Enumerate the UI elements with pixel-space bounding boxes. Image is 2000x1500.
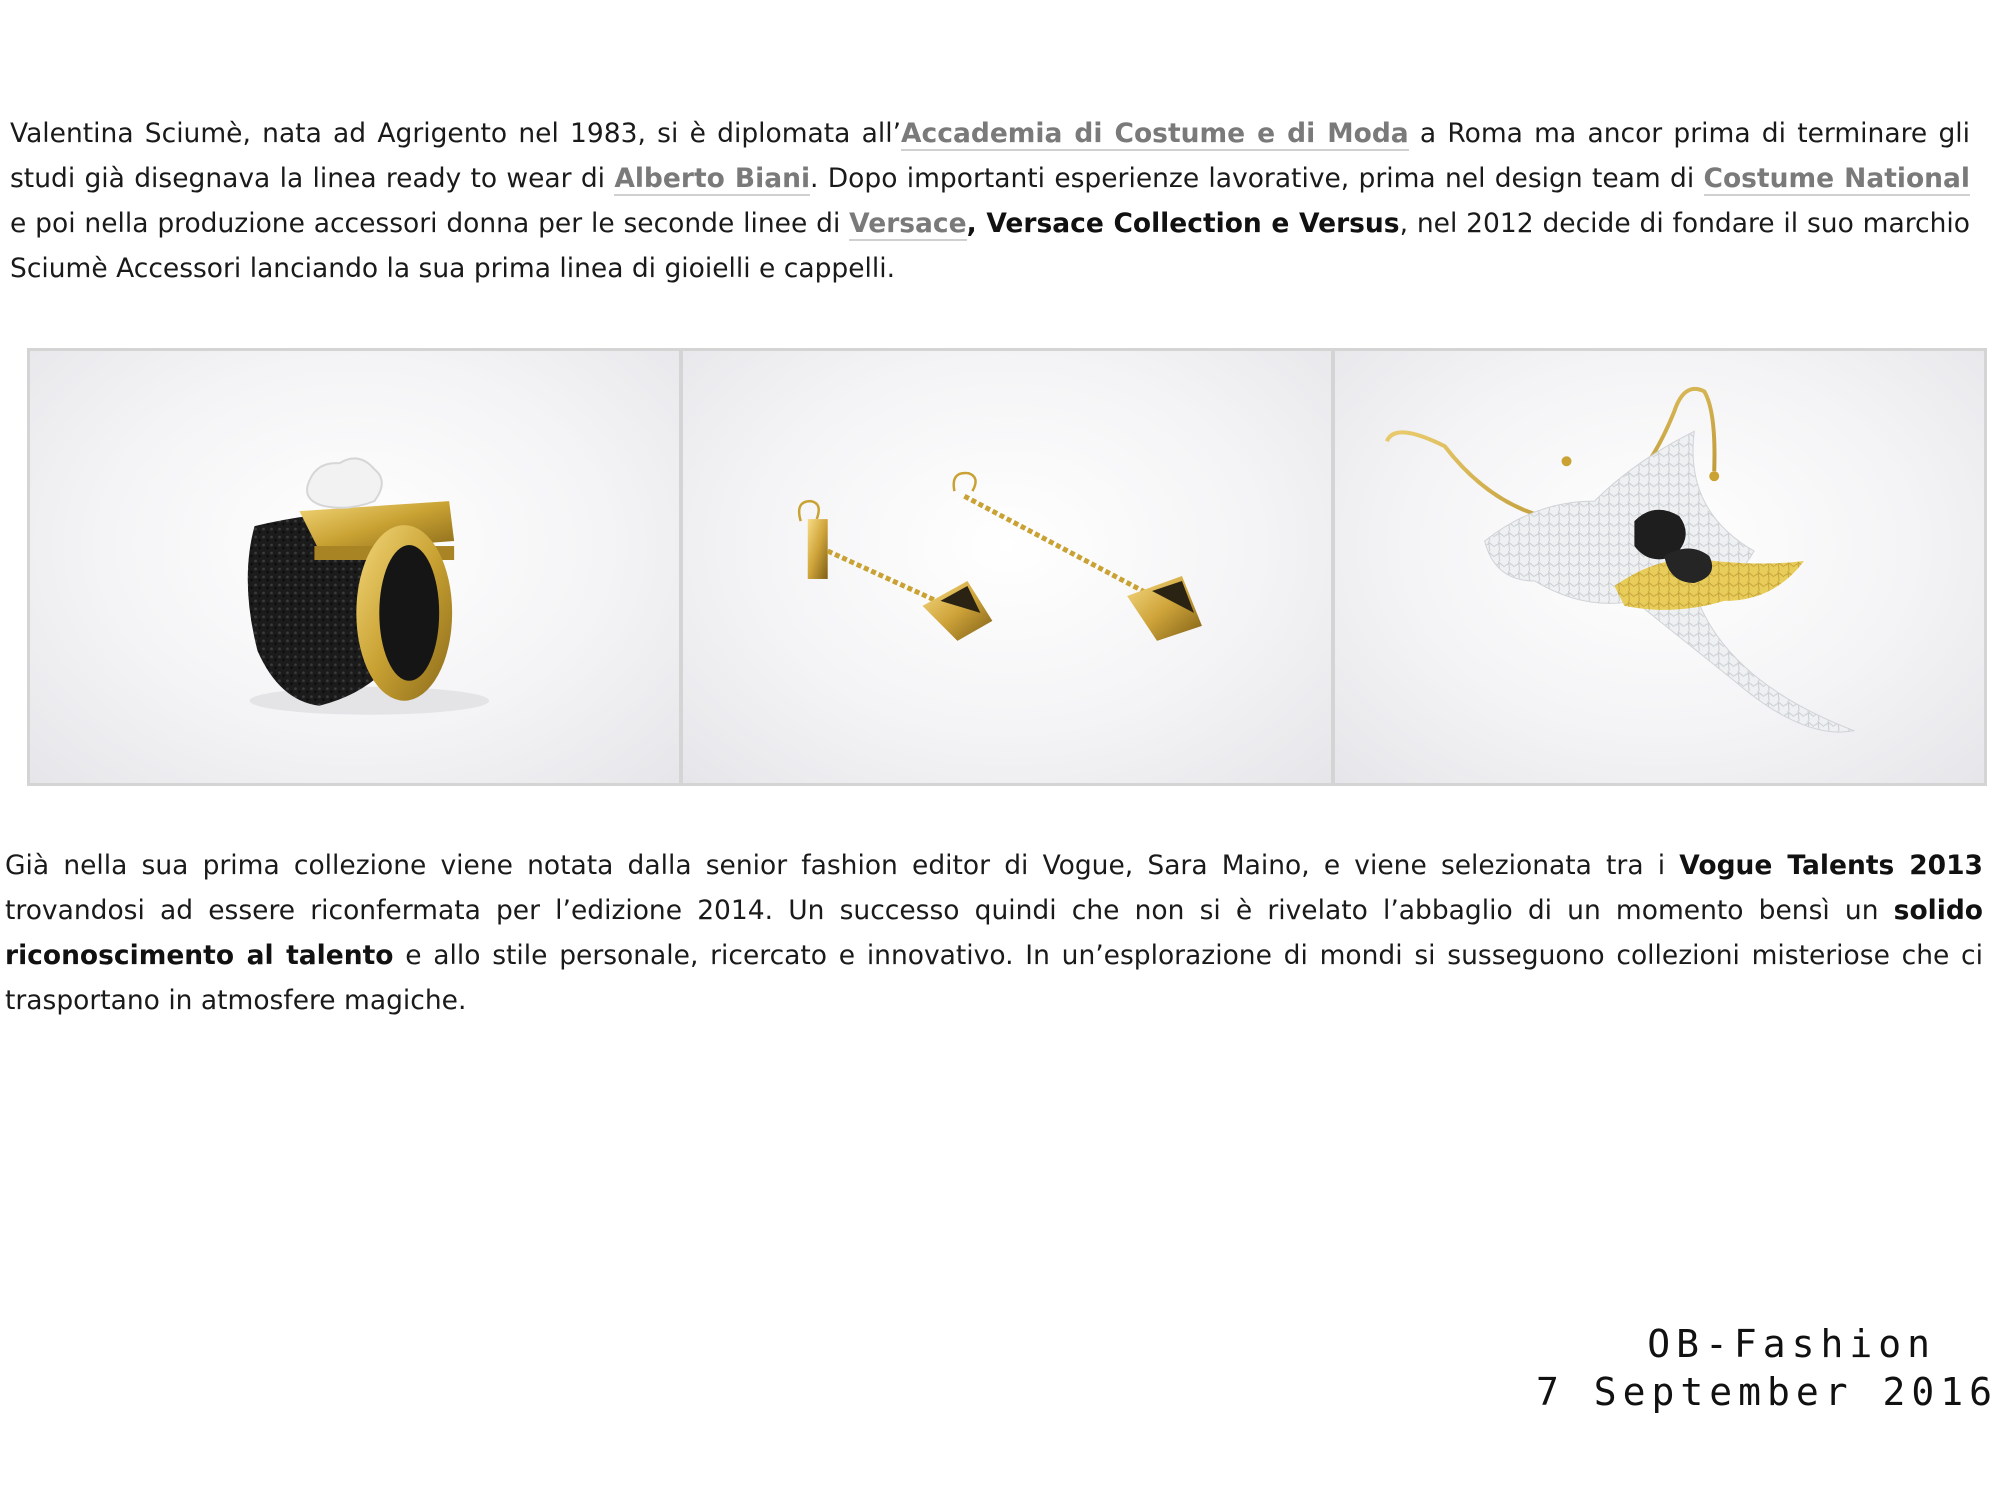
intro-text-2: a Roma ma ancor prima di terminare gli studi già disegnava la linea ready to wear di (10, 118, 1970, 194)
bold-solido-riconoscimento: solido riconoscimento al talento (5, 895, 1983, 971)
bold-versace-lines: , Versace Collection e Versus (966, 208, 1400, 239)
link-accademia[interactable]: Accademia di Costume e di Moda (901, 118, 1409, 149)
bold-vogue-talents: Vogue Talents 2013 (1679, 850, 1983, 881)
ring-illustration (30, 351, 679, 783)
earrings-illustration (683, 351, 1332, 783)
intro-text-5: , nel 2012 decide di fondare il suo marchio Sciumè Accessori lanciando la sua prima linea di gioielli e cappelli. (10, 208, 1970, 284)
career-text-2: trovandosi ad essere riconfermata per l’edizione 2014. Un successo quindi che non si è rivelato l’abbaglio di un momento bensì un (5, 895, 1894, 926)
earrings-photo[interactable] (683, 351, 1332, 783)
link-costume-national[interactable]: Costume National (1703, 163, 1971, 194)
footer-credit (1536, 1320, 1998, 1416)
necklace-photo[interactable] (1335, 351, 1984, 783)
photo-gallery (27, 348, 1987, 786)
link-alberto-biani[interactable]: Alberto Biani (614, 163, 811, 194)
source-name: OB-Fashion (1647, 1322, 1936, 1366)
intro-paragraph (10, 111, 1970, 291)
career-paragraph (5, 843, 1983, 1023)
ring-photo[interactable] (30, 351, 679, 783)
intro-text-4: e poi nella produzione accessori donna per le seconde linee di (10, 208, 850, 239)
necklace-illustration (1335, 351, 1984, 783)
intro-text-3: . Dopo importanti esperienze lavorative, prima nel design team di (810, 163, 1704, 194)
career-text-1: Già nella sua prima collezione viene notata dalla senior fashion editor di Vogue, Sara Maino, e viene selezionata tra i (5, 850, 1680, 881)
career-text-3: e allo stile personale, ricercato e innovativo. In un’esplorazione di mondi si susseguono collezioni misteriose che ci trasportano in atmosfere magiche. (5, 940, 1983, 1016)
publication-date: 7 September 2016 (1535, 1370, 1998, 1414)
link-versace[interactable]: Versace (849, 208, 967, 239)
intro-text-1: Valentina Sciumè, nata ad Agrigento nel 1983, si è diplomata all’ (10, 118, 902, 149)
